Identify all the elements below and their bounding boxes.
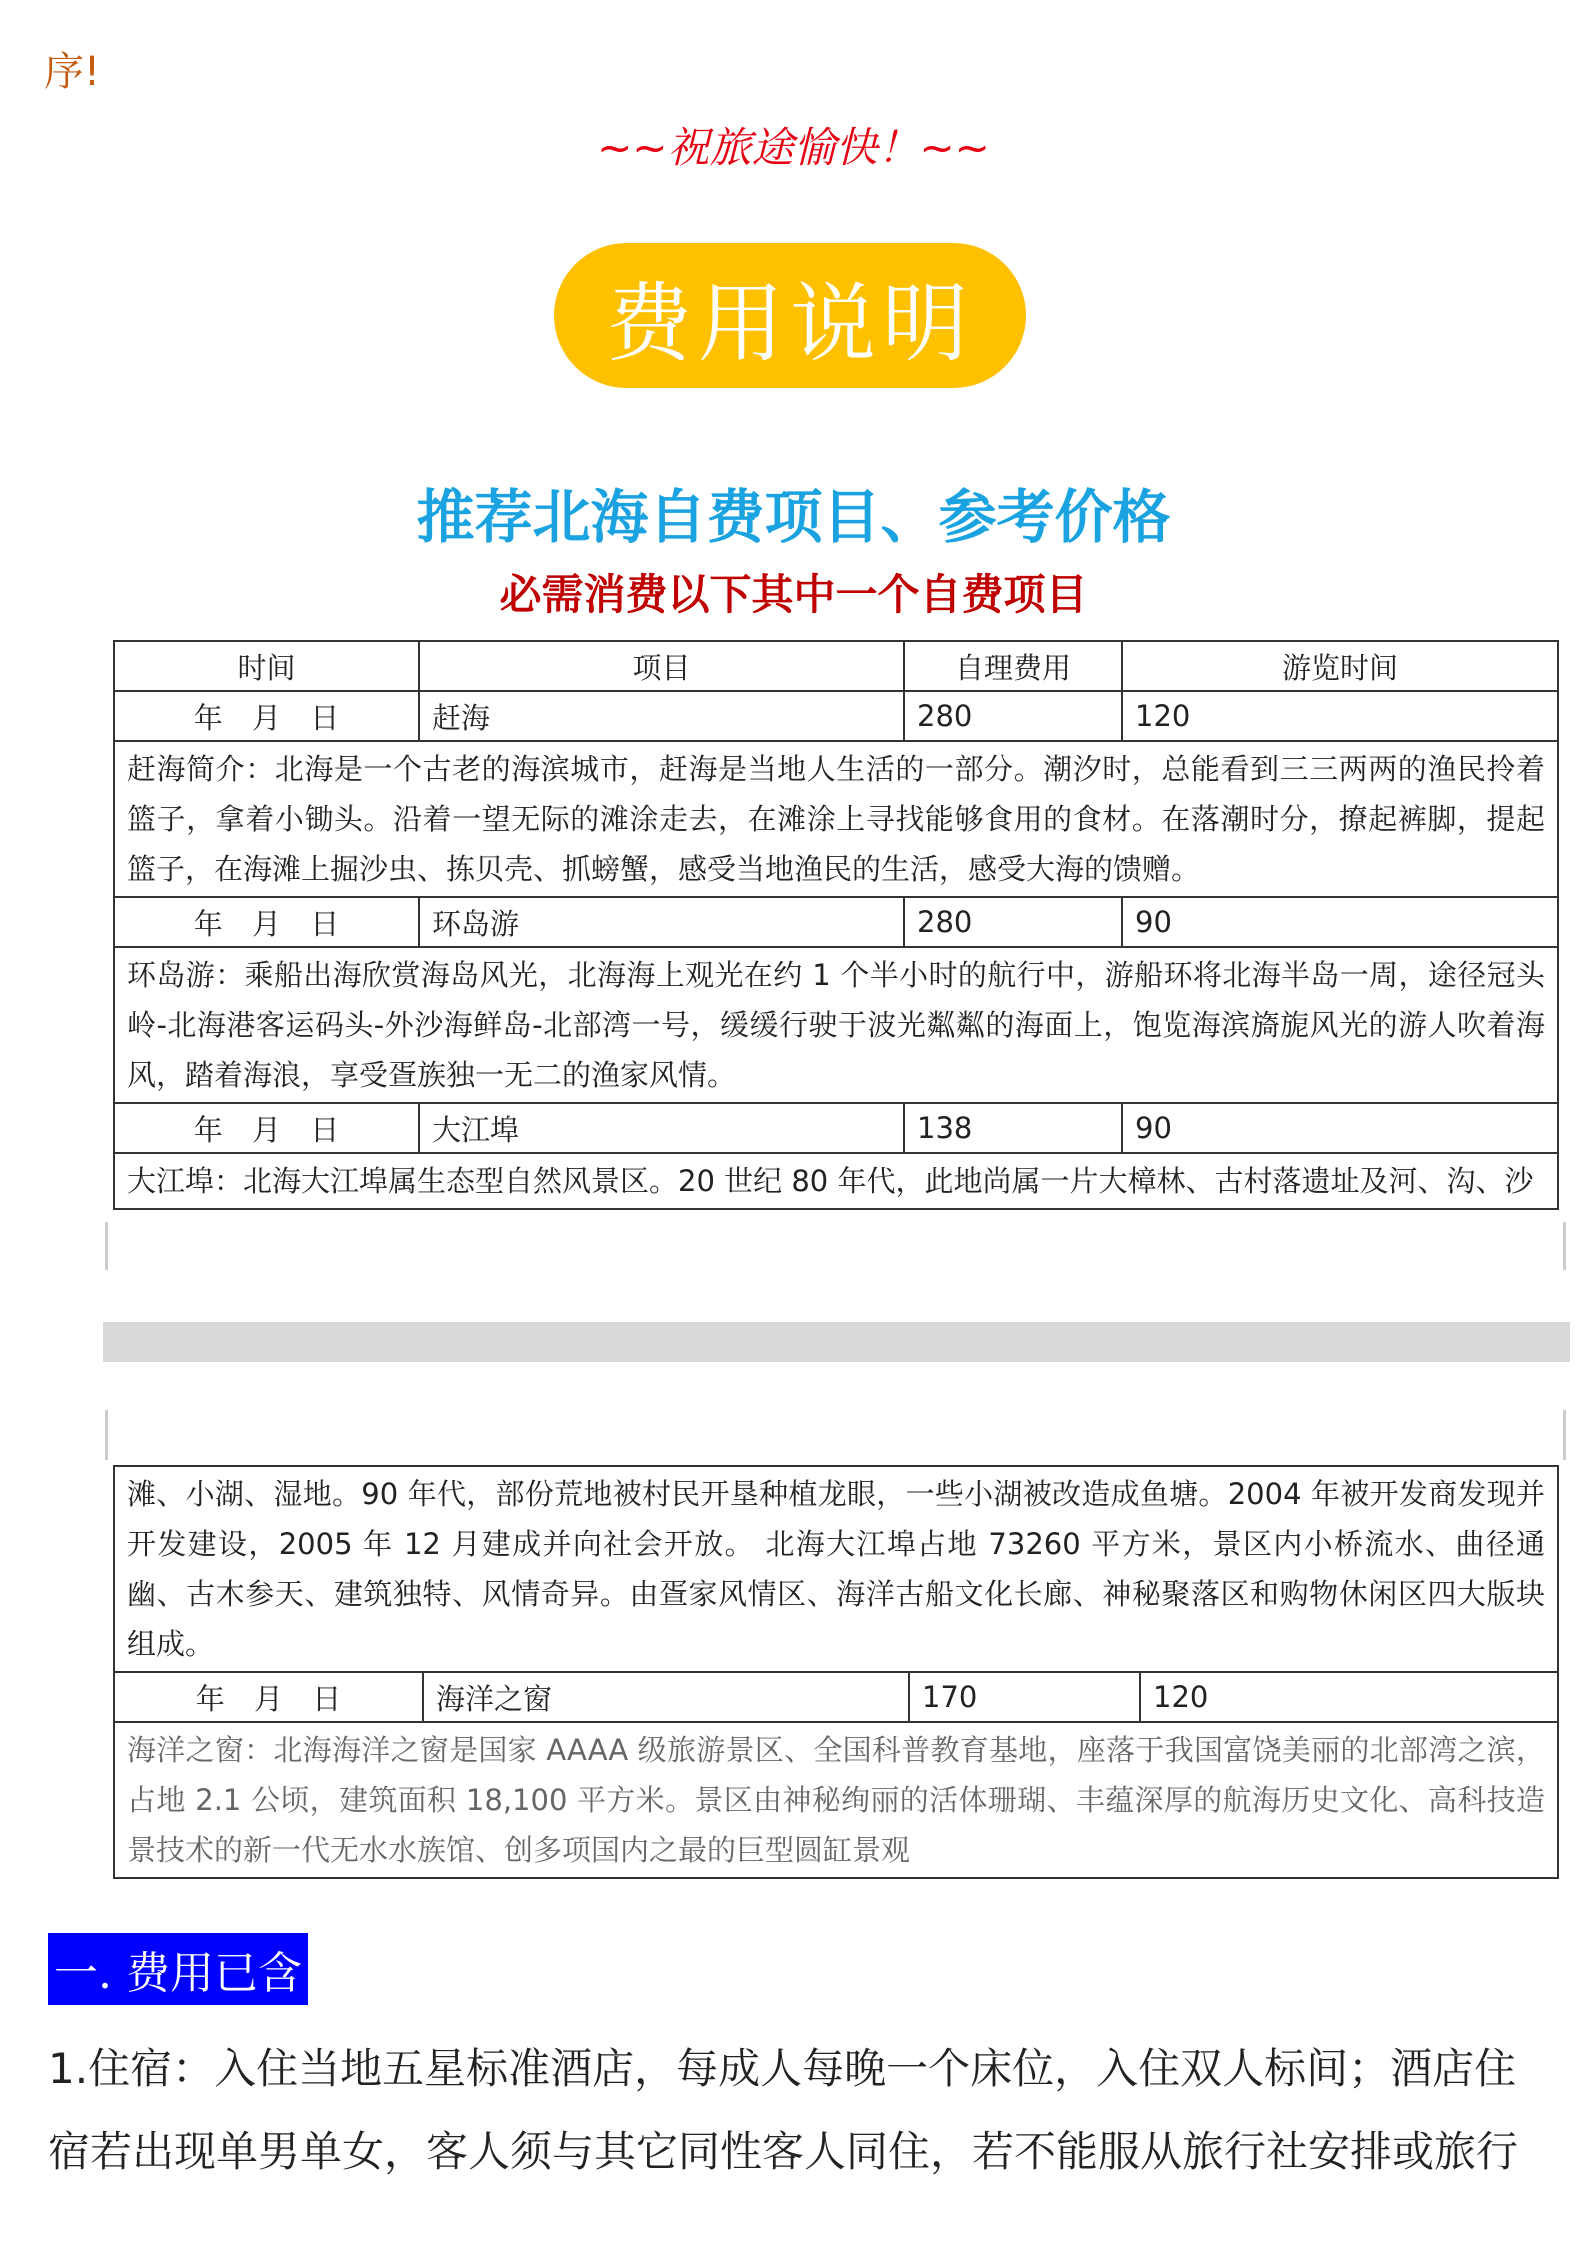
row-fee: 280: [904, 897, 1122, 947]
page-corner-mark: [1563, 1410, 1566, 1460]
table-desc-row: [114, 1153, 1558, 1209]
prefix-text: 序!: [44, 49, 101, 95]
price-table-part2: [113, 1465, 1559, 1879]
row-fee: 138: [904, 1103, 1122, 1153]
header-duration: 游览时间: [1122, 641, 1558, 691]
table-desc-row: [114, 947, 1558, 1103]
section-pill-label: 费用说明: [606, 273, 974, 374]
row-fee: 170: [909, 1672, 1140, 1722]
row-item: 环岛游: [419, 897, 904, 947]
row-description: 海洋之窗：北海海洋之窗是国家 AAAA 级旅游景区、全国科普教育基地，座落于我国富饶美丽的北部湾之滨，占地 2.1 公顷，建筑面积 18,100 平方米。景区由神秘绚丽的活体珊瑚、丰蕴深厚的航海历史文化、高科技造景技术的新一代无水水族馆、创多项国内之最的巨型圆缸景观: [114, 1722, 1558, 1878]
row-fee: 280: [904, 691, 1122, 741]
included-paragraph: [48, 2027, 1548, 2193]
row-duration: 120: [1122, 691, 1558, 741]
table-row: [114, 691, 1558, 741]
table-desc-row: [114, 1722, 1558, 1878]
header-fee: 自理费用: [904, 641, 1122, 691]
row-duration: 90: [1122, 897, 1558, 947]
table-header-row: [114, 641, 1558, 691]
page-corner-mark: [105, 1222, 108, 1270]
row-item: 赶海: [419, 691, 904, 741]
page-corner-mark: [1563, 1222, 1566, 1270]
page-subtitle: 必需消费以下其中一个自费项目: [499, 570, 1088, 619]
table-row: [114, 897, 1558, 947]
row-date: 年 月 日: [114, 897, 419, 947]
row-date: 年 月 日: [114, 1672, 423, 1722]
row-description: 滩、小湖、湿地。90 年代，部份荒地被村民开垦种植龙眼，一些小湖被改造成鱼塘。2004 年被开发商发现并开发建设，2005 年 12 月建成并向社会开放。 北海大江埠占地 73260 平方米，景区内小桥流水、曲径通幽、古木参天、建筑独特、风情奇异。由疍家风情区、海洋古船文化长廊、神秘聚落区和购物休闲区四大版块组成。: [114, 1466, 1558, 1672]
row-item: 大江埠: [419, 1103, 904, 1153]
table-row: [114, 1672, 1558, 1722]
row-description: 大江埠：北海大江埠属生态型自然风景区。20 世纪 80 年代，此地尚属一片大樟林、古村落遗址及河、沟、沙: [114, 1153, 1558, 1209]
table-desc-row: [114, 1466, 1558, 1672]
paragraph-line: 宿若出现单男单女，客人须与其它同性客人同住，若不能服从旅行社安排或旅行: [48, 2127, 1519, 2176]
row-date: 年 月 日: [114, 691, 419, 741]
row-item: 海洋之窗: [423, 1672, 909, 1722]
paragraph-line: 1.住宿：入住当地五星标准酒店，每成人每晚一个床位，入住双人标间；酒店住: [48, 2044, 1517, 2093]
page-corner-mark: [105, 1410, 108, 1460]
table-row: [114, 1103, 1558, 1153]
header-time: 时间: [114, 641, 419, 691]
row-description: 赶海简介：北海是一个古老的海滨城市，赶海是当地人生活的一部分。潮汐时，总能看到三三两两的渔民拎着篮子，拿着小锄头。沿着一望无际的滩涂走去，在滩涂上寻找能够食用的食材。在落潮时分，撩起裤脚，提起篮子，在海滩上掘沙虫、拣贝壳、抓螃蟹，感受当地渔民的生活，感受大海的馈赠。: [114, 741, 1558, 897]
wish-text: ~~祝旅途愉快！~~: [597, 123, 990, 172]
row-description: 环岛游：乘船出海欣赏海岛风光，北海海上观光在约 1 个半小时的航行中，游船环将北海半岛一周，途径冠头岭-北海港客运码头-外沙海鲜岛-北部湾一号，缓缓行驶于波光粼粼的海面上，饱览海滨旖旎风光的游人吹着海风，踏着海浪，享受疍族独一无二的渔家风情。: [114, 947, 1558, 1103]
table-desc-row: [114, 741, 1558, 897]
header-item: 项目: [419, 641, 904, 691]
price-table-part1: [113, 640, 1559, 1210]
page-title: 推荐北海自费项目、参考价格: [416, 483, 1171, 551]
section-pill: [554, 243, 1026, 388]
page-break-gap: [103, 1322, 1570, 1362]
section-header-included: 一. 费用已含: [48, 1933, 308, 2005]
row-duration: 90: [1122, 1103, 1558, 1153]
row-duration: 120: [1140, 1672, 1558, 1722]
row-date: 年 月 日: [114, 1103, 419, 1153]
